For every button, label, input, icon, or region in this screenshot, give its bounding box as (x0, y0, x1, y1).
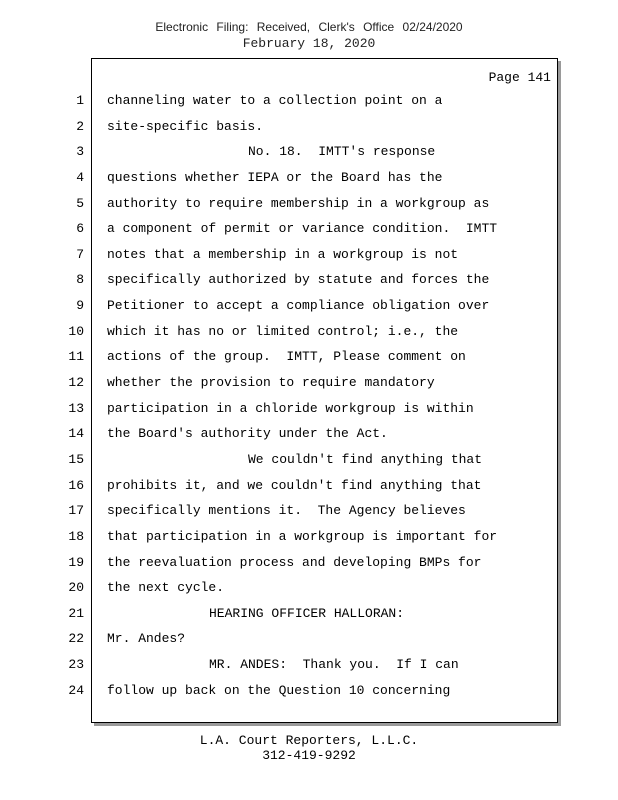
line-text: No. 18. IMTT's response (248, 144, 436, 160)
transcript-line (0, 628, 618, 654)
transcript-line (0, 346, 618, 372)
line-number: 20 (68, 580, 84, 596)
line-number: 4 (76, 169, 84, 185)
line-number: 3 (76, 144, 84, 160)
line-text: that participation in a workgroup is important for (107, 528, 498, 544)
line-number: 11 (68, 349, 84, 365)
reporter-company: L.A. Court Reporters, L.L.C. (199, 733, 419, 748)
transcript-line (0, 372, 618, 398)
transcript-line (0, 603, 618, 629)
line-number: 1 (76, 93, 84, 108)
transcript-line (0, 475, 618, 501)
line-text: the next cycle. (107, 580, 225, 596)
line-number: 18 (68, 528, 84, 544)
transcript-line (0, 244, 618, 270)
line-number: 6 (76, 221, 84, 237)
filing-stamp: Electronic Filing: Received, Clerk's Office 02/24/2020 (155, 20, 463, 34)
transcript-line (0, 321, 618, 347)
transcript-line (0, 449, 618, 475)
transcript-line (0, 218, 618, 244)
line-number: 22 (68, 631, 84, 647)
transcript-line (0, 141, 618, 167)
line-text: actions of the group. IMTT, Please comment on (107, 349, 466, 365)
line-number: 12 (68, 375, 84, 391)
line-text: authority to require membership in a workgroup as (107, 195, 490, 211)
line-number: 9 (76, 298, 84, 314)
line-number: 2 (76, 118, 84, 134)
line-number: 7 (76, 246, 84, 262)
transcript-line (0, 398, 618, 424)
line-text: the Board's authority under the Act. (107, 426, 388, 442)
transcript-line (0, 295, 618, 321)
line-text: channeling water to a collection point on a (107, 93, 443, 108)
line-text: HEARING OFFICER HALLORAN: (209, 605, 405, 621)
transcript-line (0, 90, 618, 116)
line-text: notes that a membership in a workgroup is not (107, 246, 459, 262)
transcript-line (0, 500, 618, 526)
line-number: 16 (68, 477, 84, 493)
line-text: prohibits it, and we couldn't find anything that (107, 477, 482, 493)
line-text: specifically authorized by statute and forces the (107, 272, 490, 288)
transcript-line (0, 680, 618, 706)
line-number: 17 (68, 503, 84, 519)
line-text: which it has no or limited control; i.e., the (107, 323, 459, 339)
transcript-line (0, 526, 618, 552)
line-text: participation in a chloride workgroup is within (107, 400, 474, 416)
line-text: We couldn't find anything that (248, 451, 483, 467)
line-number: 13 (68, 400, 84, 416)
line-text: MR. ANDES: Thank you. If I can (209, 657, 459, 673)
line-text: specifically mentions it. The Agency believes (107, 503, 466, 519)
footer (0, 733, 618, 763)
transcript-line (0, 269, 618, 295)
transcript-line (0, 423, 618, 449)
line-number: 19 (68, 554, 84, 570)
line-text: a component of permit or variance condition. IMTT (107, 221, 498, 237)
transcript-line (0, 654, 618, 680)
line-text: Petitioner to accept a compliance obligation over (107, 298, 490, 314)
line-text: follow up back on the Question 10 concerning (107, 682, 451, 698)
line-text: site-specific basis. (107, 118, 264, 134)
transcript-line (0, 577, 618, 603)
line-number: 5 (76, 195, 84, 211)
line-number: 21 (68, 605, 84, 621)
transcript-line (0, 116, 618, 142)
line-text: whether the provision to require mandatory (107, 375, 435, 391)
line-number: 14 (68, 426, 84, 442)
transcript-date: February 18, 2020 (242, 36, 376, 51)
transcript-line (0, 552, 618, 578)
transcript-line (0, 167, 618, 193)
reporter-phone: 312-419-9292 (262, 748, 356, 763)
line-number: 23 (68, 657, 84, 673)
line-text: questions whether IEPA or the Board has the (107, 169, 443, 185)
transcript-lines (0, 90, 618, 705)
line-text: Mr. Andes? (107, 631, 186, 647)
line-number: 15 (68, 451, 84, 467)
transcript-line (0, 193, 618, 219)
line-number: 10 (68, 323, 84, 339)
line-number: 8 (76, 272, 84, 288)
page-number: Page 141 (488, 70, 551, 85)
line-text: the reevaluation process and developing BMPs for (107, 554, 482, 570)
line-number: 24 (68, 682, 84, 698)
